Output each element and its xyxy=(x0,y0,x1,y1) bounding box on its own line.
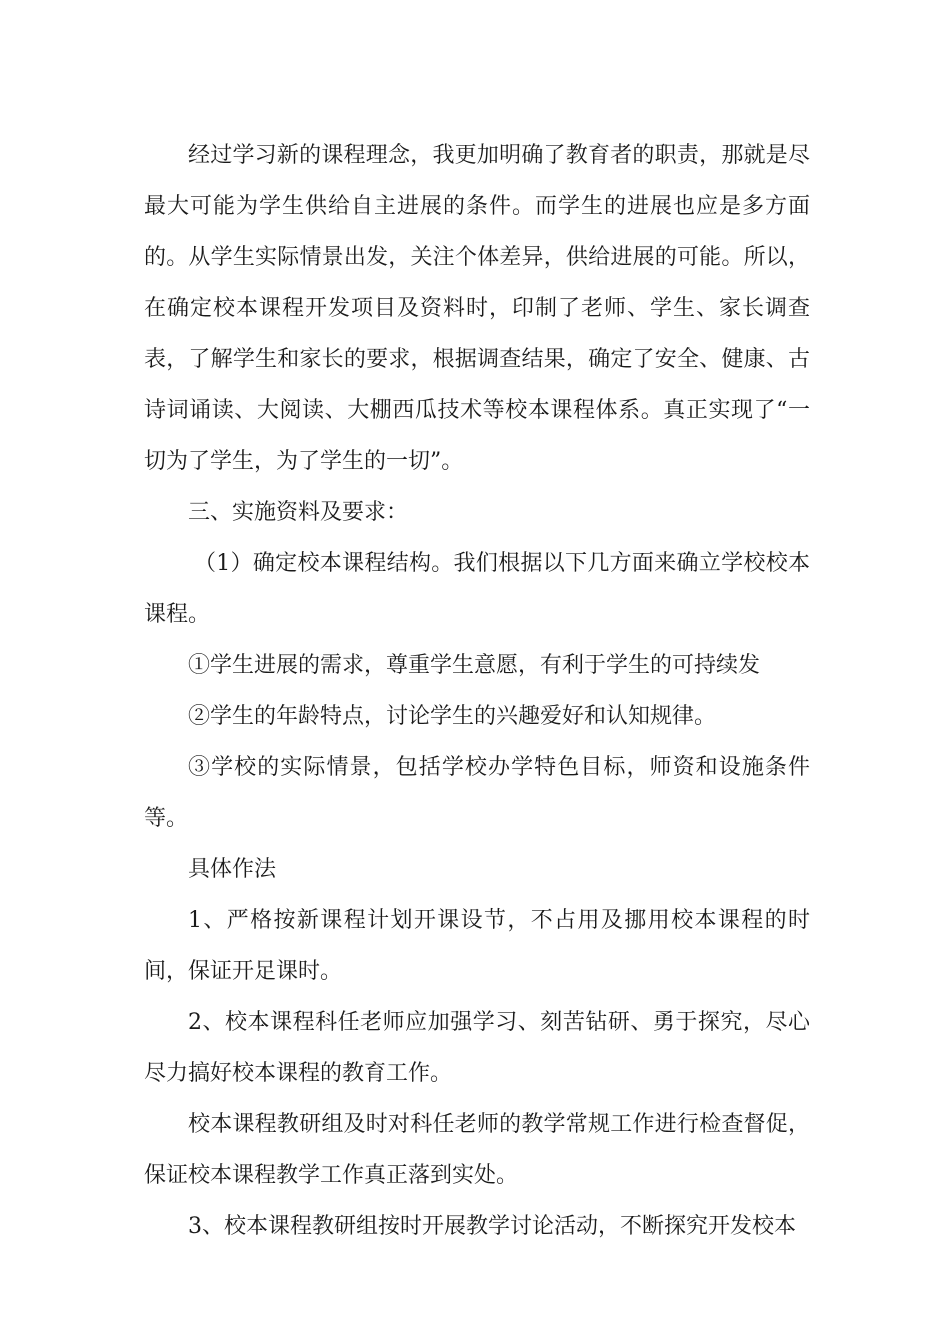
subheading-specific-methods: 具体作法 xyxy=(188,857,277,882)
paragraph-course-structure: （1）确定校本课程结构。我们根据以下几方面来确立学校校本课程。 xyxy=(144,551,810,627)
document-body xyxy=(144,130,810,1252)
method-item-1: 1、严格按新课程计划开课设节，不占用及挪用校本课程的时间，保证开足课时。 xyxy=(144,908,810,984)
method-item-3: 3、校本课程教研组按时开展教学讨论活动，不断探究开发校本 xyxy=(188,1214,796,1239)
list-item-school-situation: ③学校的实际情景，包括学校办学特色目标，师资和设施条件等。 xyxy=(144,755,810,831)
paragraph-supervision: 校本课程教研组及时对科任老师的教学常规工作进行检查督促，保证校本课程教学工作真正落到实处。 xyxy=(144,1112,810,1188)
list-item-age-characteristics: ②学生的年龄特点，讨论学生的兴趣爱好和认知规律。 xyxy=(188,704,717,729)
method-item-2: 2、校本课程科任老师应加强学习、刻苦钻研、勇于探究，尽心尽力搞好校本课程的教育工作。 xyxy=(144,1010,810,1086)
section-heading-implementation: 三、实施资料及要求： xyxy=(188,500,409,525)
list-item-student-needs: ①学生进展的需求，尊重学生意愿，有利于学生的可持续发 xyxy=(188,653,761,678)
paragraph-learning-concept: 经过学习新的课程理念，我更加明确了教育者的职责，那就是尽最大可能为学生供给自主进展的条件。而学生的进展也应是多方面的。从学生实际情景出发，关注个体差异，供给进展的可能。所以，在确定校本课程开发项目及资料时，印制了老师、学生、家长调查表，了解学生和家长的要求，根据调查结果，确定了安全、健康、古诗词诵读、大阅读、大棚西瓜技术等校本课程体系。真正实现了“一切为了学生，为了学生的一切”。 xyxy=(144,143,810,474)
